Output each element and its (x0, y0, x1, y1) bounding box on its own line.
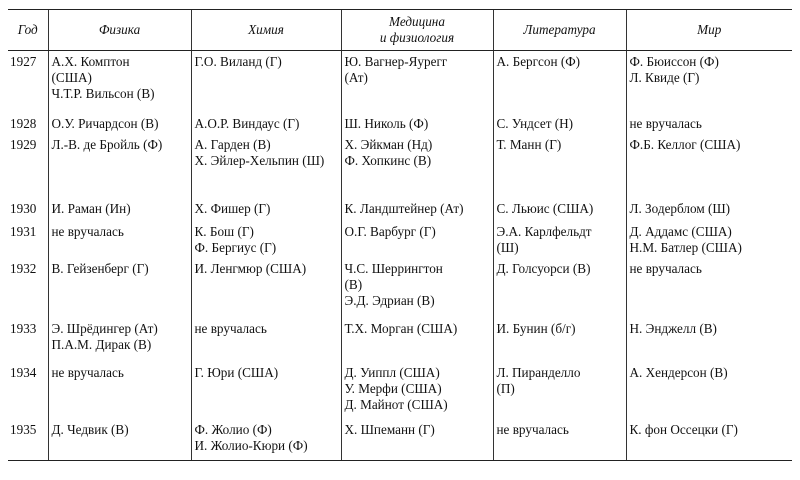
physics-cell (48, 318, 191, 362)
medicine-cell (341, 221, 493, 258)
peace-laureate: Д. Аддамс (США) (629, 223, 732, 239)
physics-laureate: не вручалась (51, 364, 124, 380)
literature-cell (493, 134, 626, 198)
header-year: Год (8, 10, 48, 51)
physics-laureate: Э. Шрёдингер (Ат) (51, 320, 158, 336)
medicine-laureate: Д. Уиппл (США) (344, 364, 440, 380)
literature-cell (493, 51, 626, 113)
peace-cell (626, 113, 792, 134)
year-cell: 1932 (10, 260, 37, 276)
table-row (8, 318, 792, 362)
chemistry-laureate: Х. Эйлер-Хельпин (Ш) (194, 152, 325, 168)
medicine-cell (341, 419, 493, 461)
chemistry-cell (191, 221, 341, 258)
year-cell: 1929 (10, 136, 37, 152)
chemistry-laureate: Х. Фишер (Г) (194, 200, 271, 216)
physics-cell (48, 113, 191, 134)
literature-laureate: Э.А. Карлфельдт (496, 223, 592, 239)
literature-laureate: А. Бергсон (Ф) (496, 54, 581, 69)
physics-laureate: не вручалась (51, 223, 124, 239)
physics-laureate: О.У. Ричардсон (В) (51, 115, 159, 131)
literature-laureate: не вручалась (496, 421, 569, 437)
header-physics: Физика (48, 10, 191, 51)
physics-laureate: Д. Чедвик (В) (51, 421, 129, 437)
literature-cell (493, 419, 626, 461)
year-cell: 1933 (10, 320, 37, 336)
chemistry-cell (191, 134, 341, 198)
peace-laureate: Л. Зодерблом (Ш) (629, 200, 731, 216)
medicine-laureate: Ю. Вагнер-Яурегг (344, 54, 448, 69)
medicine-cell (341, 258, 493, 318)
literature-laureate: (Ш) (496, 239, 519, 255)
year-cell: 1934 (10, 364, 37, 380)
header-literature: Литература (493, 10, 626, 51)
peace-cell (626, 134, 792, 198)
peace-laureate: Л. Квиде (Г) (629, 70, 700, 85)
medicine-laureate: Д. Майнот (США) (344, 396, 448, 412)
literature-laureate: С. Льюис (США) (496, 200, 594, 216)
header-peace: Мир (626, 10, 792, 51)
medicine-laureate: Ш. Николь (Ф) (344, 115, 429, 131)
chemistry-laureate: А.О.Р. Виндаус (Г) (194, 115, 300, 131)
medicine-laureate: Э.Д. Эдриан (В) (344, 292, 435, 308)
nobel-prize-table (8, 9, 792, 461)
literature-laureate: Л. Пиранделло (496, 364, 581, 380)
header-chemistry: Химия (191, 10, 341, 51)
literature-laureate: С. Ундсет (Н) (496, 115, 574, 131)
literature-laureate: (П) (496, 380, 515, 396)
medicine-laureate: Т.Х. Морган (США) (344, 320, 458, 336)
physics-laureate: В. Гейзенберг (Г) (51, 260, 149, 276)
medicine-cell (341, 318, 493, 362)
medicine-laureate: Ф. Хопкинс (В) (344, 152, 432, 168)
literature-cell (493, 198, 626, 221)
medicine-laureate: (Ат) (344, 70, 368, 85)
peace-cell (626, 221, 792, 258)
peace-laureate: А. Хендерсон (В) (629, 364, 728, 380)
peace-laureate: К. фон Оссецки (Г) (629, 421, 738, 437)
year-cell: 1928 (10, 115, 37, 131)
peace-laureate: Н.М. Батлер (США) (629, 239, 742, 255)
header-medicine-line2: и физиология (379, 30, 455, 45)
physics-laureate: П.А.М. Дирак (В) (51, 336, 152, 352)
chemistry-cell (191, 113, 341, 134)
year-cell: 1930 (10, 200, 37, 216)
physics-cell (48, 51, 191, 113)
chemistry-laureate: не вручалась (194, 320, 267, 336)
table-row (8, 198, 792, 221)
peace-laureate: Ф.Б. Келлог (США) (629, 136, 741, 152)
literature-cell (493, 258, 626, 318)
medicine-cell (341, 134, 493, 198)
peace-laureate: Ф. Бюиссон (Ф) (629, 54, 719, 69)
table-row (8, 134, 792, 198)
chemistry-cell (191, 362, 341, 419)
medicine-cell (341, 362, 493, 419)
medicine-laureate: (В) (344, 276, 363, 292)
year-cell: 1931 (10, 223, 37, 239)
chemistry-cell (191, 258, 341, 318)
year-cell: 1927 (10, 54, 37, 69)
chemistry-cell (191, 318, 341, 362)
literature-laureate: Т. Манн (Г) (496, 136, 562, 152)
chemistry-laureate: А. Гарден (В) (194, 136, 271, 152)
medicine-cell (341, 113, 493, 134)
chemistry-laureate: К. Бош (Г) (194, 223, 254, 239)
literature-cell (493, 318, 626, 362)
chemistry-cell (191, 51, 341, 113)
table-row (8, 221, 792, 258)
peace-cell (626, 258, 792, 318)
header-row (8, 10, 792, 51)
physics-cell (48, 419, 191, 461)
table-row (8, 258, 792, 318)
chemistry-laureate: Ф. Бергиус (Г) (194, 239, 277, 255)
physics-cell (48, 198, 191, 221)
table-row (8, 362, 792, 419)
medicine-laureate: О.Г. Варбург (Г) (344, 223, 436, 239)
table-row (8, 419, 792, 461)
peace-cell (626, 318, 792, 362)
physics-laureate: (США) (51, 70, 92, 85)
literature-cell (493, 362, 626, 419)
peace-cell (626, 419, 792, 461)
peace-laureate: не вручалась (629, 115, 702, 131)
literature-laureate: Д. Голсуорси (В) (496, 260, 591, 276)
physics-cell (48, 258, 191, 318)
chemistry-laureate: Ф. Жолио (Ф) (194, 421, 272, 437)
medicine-laureate: У. Мерфи (США) (344, 380, 442, 396)
physics-laureate: И. Раман (Ин) (51, 200, 131, 216)
medicine-laureate: Х. Эйкман (Нд) (344, 136, 433, 152)
physics-cell (48, 221, 191, 258)
table-body (8, 51, 792, 461)
table-row (8, 113, 792, 134)
peace-laureate: не вручалась (629, 260, 702, 276)
literature-cell (493, 113, 626, 134)
chemistry-laureate: И. Ленгмюр (США) (194, 260, 307, 276)
header-medicine-line1: Медицина (389, 14, 445, 29)
header-medicine (341, 10, 493, 51)
physics-laureate: Л.-В. де Бройль (Ф) (51, 136, 163, 152)
year-cell: 1935 (8, 419, 48, 461)
physics-cell (48, 362, 191, 419)
medicine-cell (341, 198, 493, 221)
peace-laureate: Н. Энджелл (В) (629, 320, 717, 336)
peace-cell (626, 198, 792, 221)
literature-laureate: И. Бунин (б/г) (496, 320, 576, 336)
chemistry-laureate: Г. Юри (США) (194, 364, 279, 380)
medicine-laureate: К. Ландштейнер (Ат) (344, 200, 464, 216)
physics-cell (48, 134, 191, 198)
chemistry-laureate: И. Жолио-Кюри (Ф) (194, 437, 308, 453)
physics-laureate: Ч.Т.Р. Вильсон (В) (51, 86, 155, 101)
medicine-laureate: Х. Шпеманн (Г) (344, 421, 435, 437)
physics-laureate: А.Х. Комптон (51, 54, 130, 69)
chemistry-laureate: Г.О. Виланд (Г) (194, 54, 282, 69)
table-row (8, 51, 792, 113)
chemistry-cell (191, 419, 341, 461)
chemistry-cell (191, 198, 341, 221)
medicine-laureate: Ч.С. Шеррингтон (344, 260, 443, 276)
peace-cell (626, 51, 792, 113)
medicine-cell (341, 51, 493, 113)
peace-cell (626, 362, 792, 419)
literature-cell (493, 221, 626, 258)
